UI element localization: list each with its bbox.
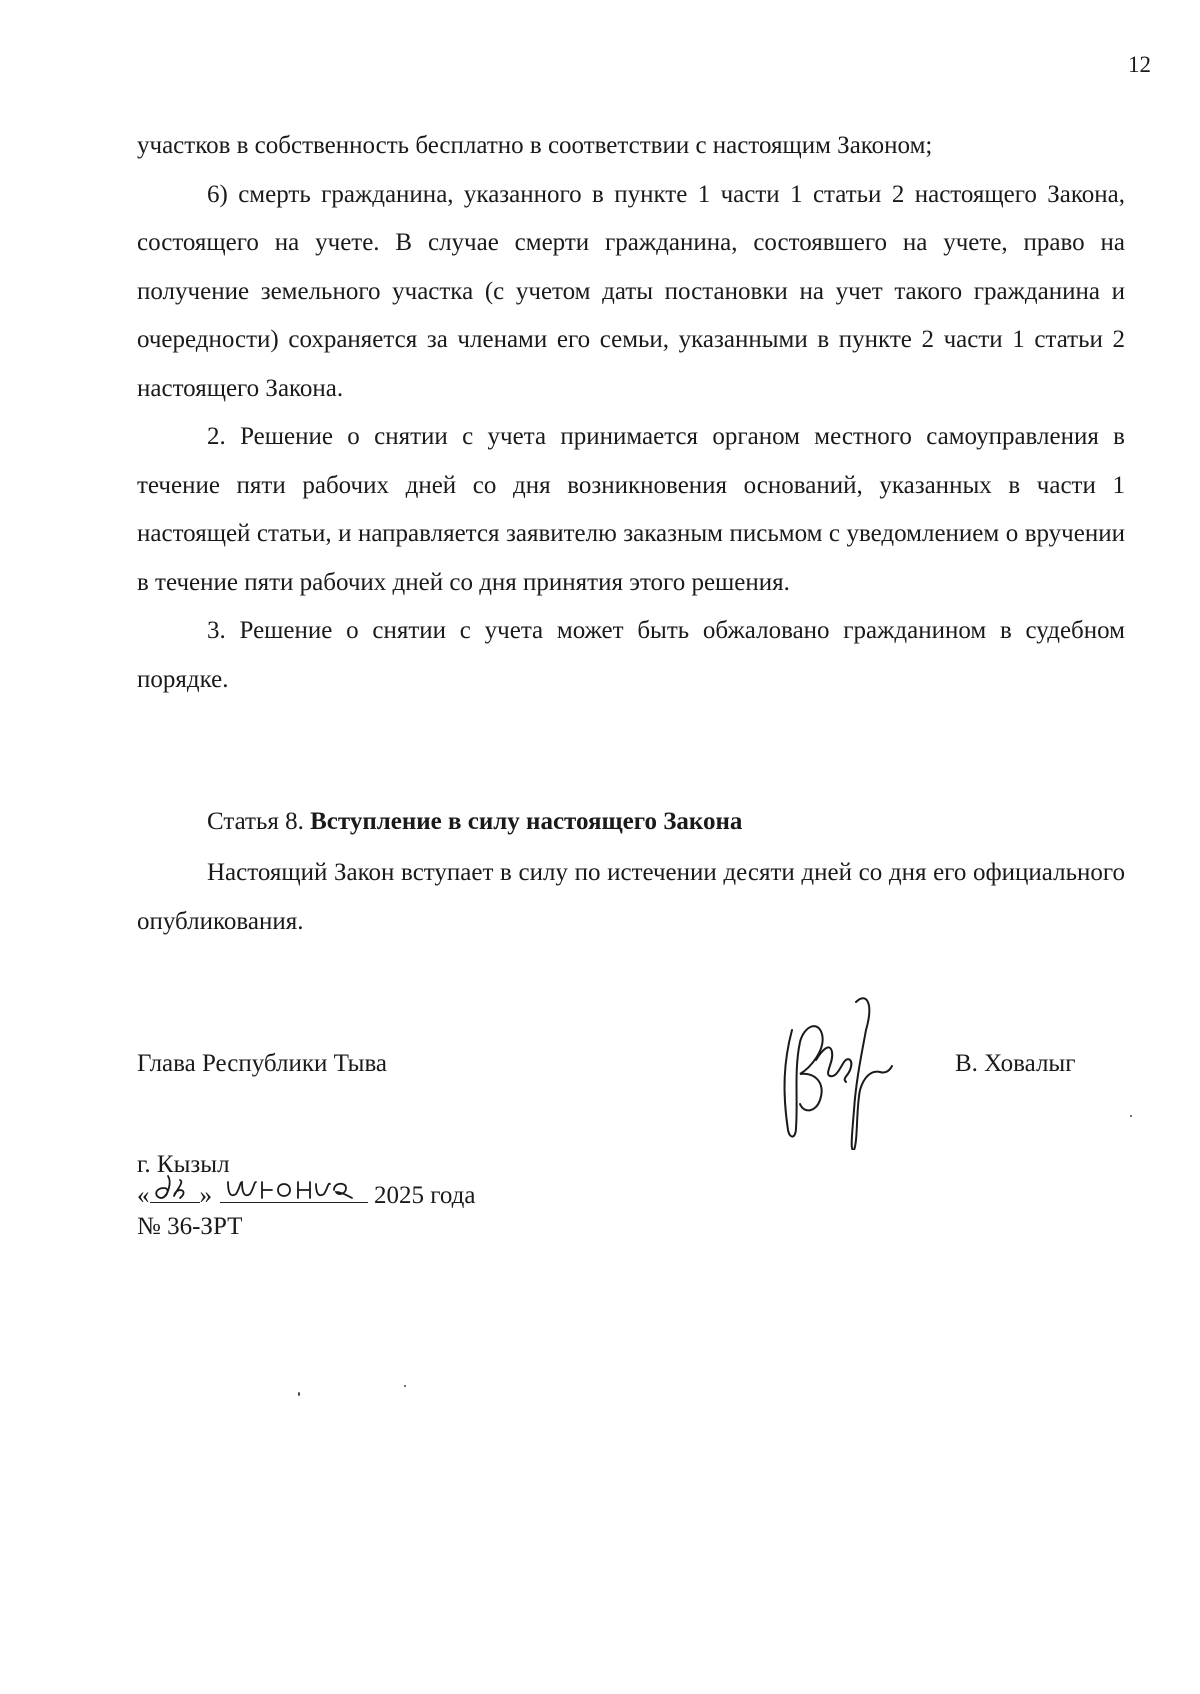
scan-speck [1130,1115,1132,1117]
scan-speck [404,1385,406,1387]
law-number: № 36-ЗРТ [137,1213,243,1240]
law-body-text [137,122,1125,704]
article-heading [207,798,742,846]
paragraph-continuation: участков в собственность бесплатно в соответствии с настоящим Законом; [137,132,933,159]
open-quote: « [137,1182,150,1209]
article-paragraph: Настоящий Закон вступает в силу по истечении десяти дней со дня его официального опубликования. [137,859,1125,935]
paragraph-item-6: 6) смерть гражданина, указанного в пункте 1 части 1 статьи 2 настоящего Закона, состоящего на учете. В случае смерти гражданина, состоявшего на учете, право на получение земельного участка (с учетом даты постановки на учет такого гражданина и очередности) сохраняется за членами его семьи, указанными в пункте 2 части 1 статьи 2 настоящего Закона. [137,180,1125,402]
handwritten-month [220,1202,368,1203]
handwritten-signature [770,990,895,1150]
article-label: Статья 8. [207,808,311,835]
signatory-role: Глава Республики Тыва [137,1050,388,1077]
place-of-signing: г. Кызыл [137,1151,230,1178]
paragraph-part-2: 2. Решение о снятии с учета принимается органом местного самоуправления в течение пяти рабочих дней со дня возникновения оснований, указанных в части 1 настоящей статьи, и направляется заявителю заказным письмом с уведомлением о вручении в течение пяти рабочих дней со дня принятия этого решения. [137,423,1125,596]
close-quote: » [199,1182,212,1209]
year-text: 2025 года [374,1182,476,1209]
signatory-name: В. Ховалыг [955,1050,1076,1077]
date-line [137,1180,475,1211]
article-title: Вступление в силу настоящего Закона [310,808,743,835]
scan-speck [298,1392,300,1396]
page-number: 12 [1128,52,1151,77]
article-text [137,848,1125,946]
handwritten-day [150,1202,200,1203]
paragraph-part-3: 3. Решение о снятии с учета может быть обжаловано гражданином в судебном порядке. [137,617,1125,693]
signature-footer [137,1149,475,1242]
